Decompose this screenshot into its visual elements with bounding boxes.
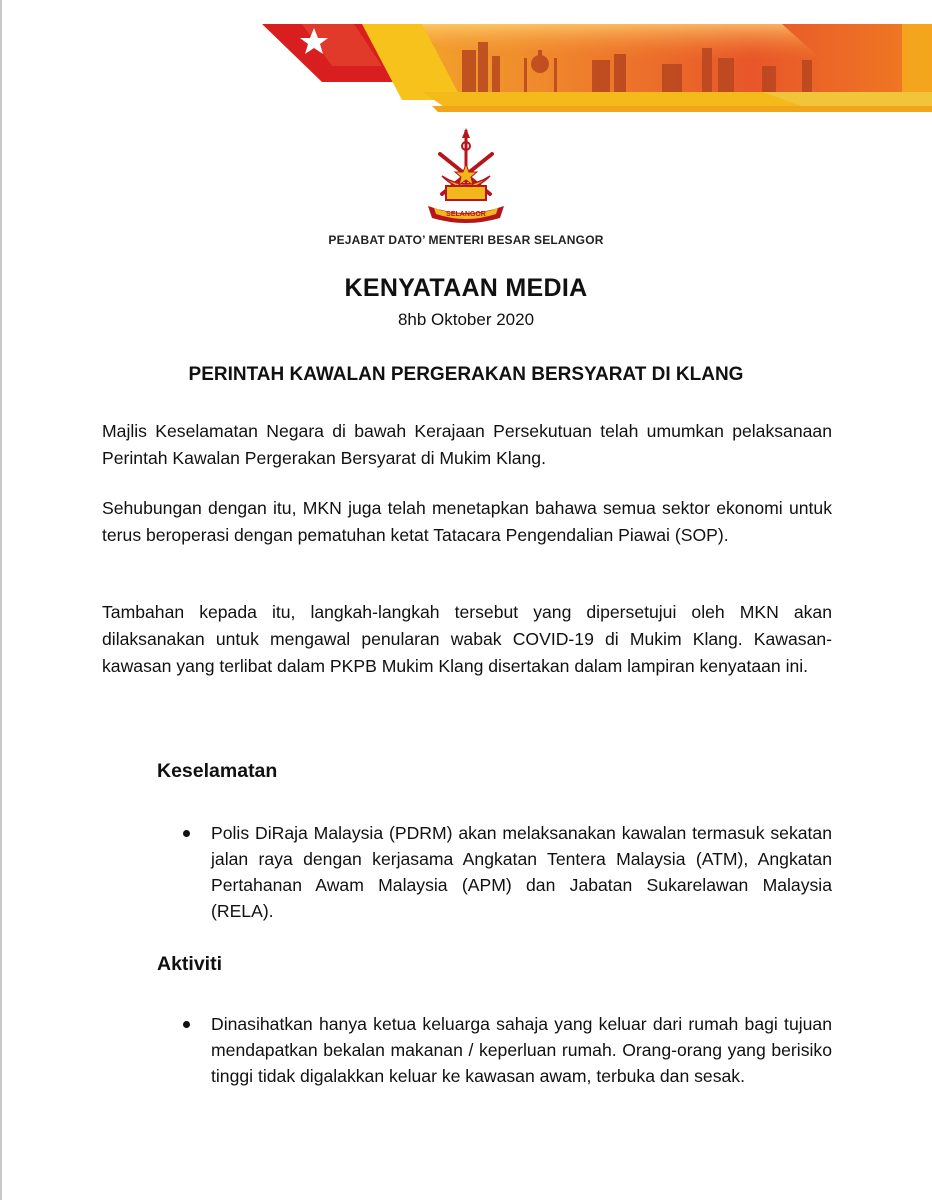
paragraph-3: Tambahan kepada itu, langkah-langkah tersebut yang dipersetujui oleh MKN akan dilaksanakan untuk mengawal penularan wabak COVID-19 di Mukim Klang. Kawasan-kawasan yang terlibat dalam PKPB Mukim Klang disertakan dalam lampiran kenyataan ini.	[102, 602, 832, 676]
section-heading-keselamatan: Keselamatan	[157, 760, 278, 782]
bullet-icon	[183, 830, 190, 837]
bullet-icon	[183, 1021, 190, 1028]
document-title: KENYATAAN MEDIA	[344, 274, 588, 302]
paragraph-2: Sehubungan dengan itu, MKN juga telah menetapkan bahawa semua sektor ekonomi untuk terus beroperasi dengan pematuhan ketat Tatacara Pengendalian Piawai (SOP).	[102, 498, 832, 545]
section-heading-aktiviti: Aktiviti	[157, 953, 223, 975]
bullet-item-keselamatan: Polis DiRaja Malaysia (PDRM) akan melaksanakan kawalan termasuk sekatan jalan raya dengan kerjasama Angkatan Tentera Malaysia (ATM), Angkatan Pertahanan Awam Malaysia (APM) dan Jabatan Sukarelawan Malaysia (RELA).	[211, 823, 832, 921]
document-subject: PERINTAH KAWALAN PERGERAKAN BERSYARAT DI KLANG	[188, 364, 744, 385]
crest-ribbon-text: SELANGOR	[446, 211, 486, 218]
bullet-item-aktiviti: Dinasihatkan hanya ketua keluarga sahaja yang keluar dari rumah bagi tujuan mendapatkan bekalan makanan / keperluan rumah. Orang-orang yang berisiko tinggi tidak digalakkan keluar ke kawasan awam, terbuka dan sesak.	[211, 1014, 832, 1086]
selangor-crest-icon	[420, 128, 512, 228]
document-date: 8hb Oktober 2020	[397, 310, 535, 329]
page-edge	[0, 0, 2, 1200]
paragraph-1: Majlis Keselamatan Negara di bawah Kerajaan Persekutuan telah umumkan pelaksanaan Perintah Kawalan Pergerakan Bersyarat di Mukim Klang.	[102, 421, 832, 468]
office-name: PEJABAT DATO’ MENTERI BESAR SELANGOR	[328, 233, 604, 247]
header-banner	[262, 20, 932, 116]
